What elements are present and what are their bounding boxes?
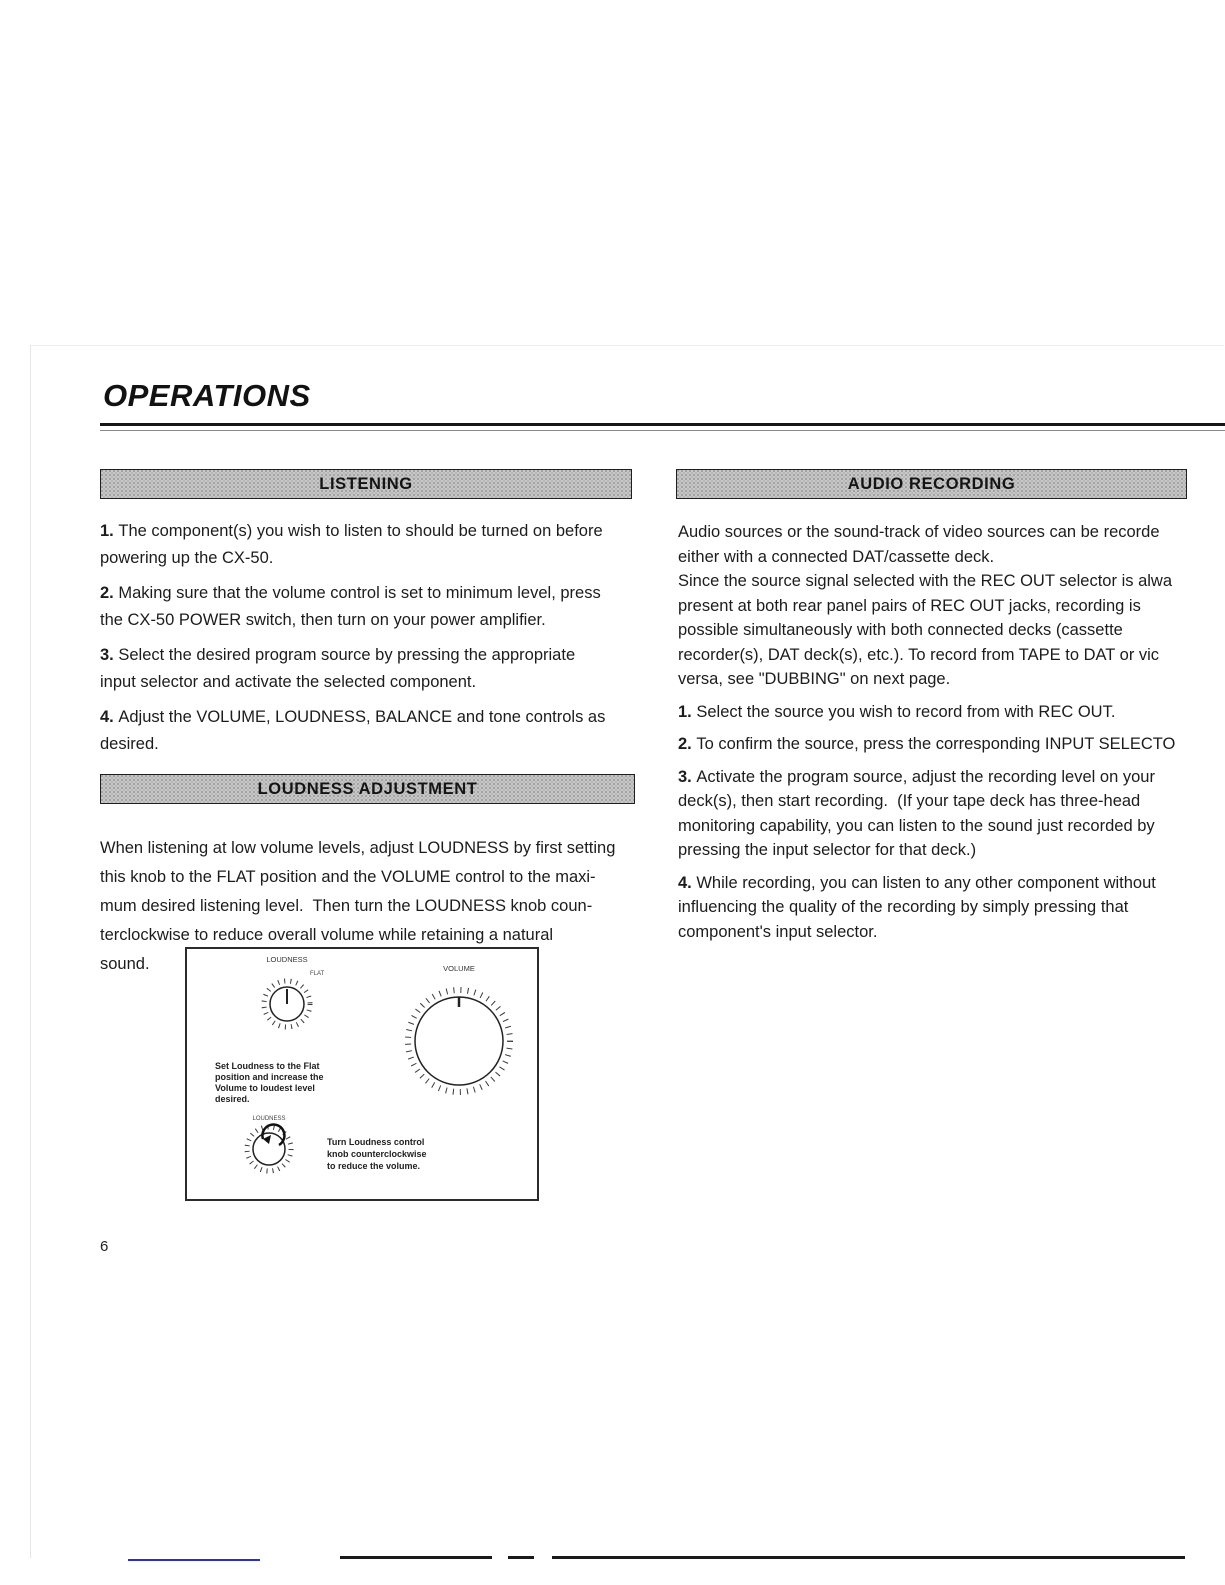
step-number: 4.: [678, 873, 697, 892]
caption-set-line: Volume to loudest level: [215, 1083, 315, 1093]
scan-artifact-dash: [508, 1556, 534, 1559]
title-rule: [100, 423, 1225, 426]
text-line: Since the source signal selected with the REC OUT selector is alwa: [678, 572, 1173, 590]
text-line: the CX-50 POWER switch, then turn on your power amplifier.: [100, 611, 546, 629]
caption-turn-line: Turn Loudness control: [327, 1137, 425, 1147]
knob-diagram: [187, 949, 533, 1195]
text-line: recorder(s), DAT deck(s), etc.). To record from TAPE to DAT or vic: [678, 645, 1160, 664]
scan-artifact-line: [340, 1556, 492, 1559]
numbered-step: [100, 580, 635, 634]
text-line: this knob to the FLAT position and the VOLUME control to the maxi-: [100, 868, 596, 886]
figure-loudness-top-label: LOUDNESS: [266, 955, 308, 964]
text-line: 3. Activate the program source, adjust the recording level on your: [678, 767, 1155, 786]
audio-recording-steps: [678, 700, 1225, 945]
text-line: pressing the input selector for that deck.): [678, 841, 977, 859]
numbered-step: [678, 871, 1225, 945]
figure-flat-label: FLAT: [310, 971, 325, 977]
figure-volume-label: VOLUME: [443, 964, 475, 973]
loudness-adjustment-figure: [185, 947, 539, 1201]
text-line: When listening at low volume levels, adjust LOUDNESS by first setting: [100, 839, 616, 857]
section-header-loudness-adjustment: LOUDNESS ADJUSTMENT: [100, 774, 635, 804]
figure-caption-turn: [327, 1137, 427, 1171]
numbered-step: [678, 732, 1225, 757]
scan-artifact-blue-line: [128, 1559, 260, 1561]
page-title: OPERATIONS: [103, 378, 311, 413]
text-line: 1. Select the source you wish to record from with REC OUT.: [678, 702, 1116, 721]
text-line: desired.: [100, 735, 159, 753]
caption-turn-line: knob counterclockwise: [327, 1149, 427, 1159]
text-line: possible simultaneously with both connected decks (cassette: [678, 621, 1123, 639]
text-line: present at both rear panel pairs of REC OUT jacks, recording is: [678, 596, 1141, 615]
text-line: input selector and activate the selected component.: [100, 673, 477, 691]
text-line: component's input selector.: [678, 922, 878, 941]
numbered-step: [678, 765, 1225, 863]
text-line: 2. Making sure that the volume control is set to minimum level, press: [100, 584, 601, 602]
scan-artifact-line: [552, 1556, 1185, 1559]
numbered-step: [678, 700, 1225, 725]
text-line: powering up the CX-50.: [100, 549, 274, 567]
text-line: Audio sources or the sound-track of video sources can be recorde: [678, 523, 1160, 541]
left-column: [100, 518, 635, 1201]
figure-caption-set: [215, 1061, 324, 1104]
caption-turn-line: to reduce the volume.: [327, 1161, 421, 1171]
page-number: 6: [100, 1238, 109, 1255]
text-line: 4. While recording, you can listen to any other component without: [678, 873, 1156, 892]
text-line: terclockwise to reduce overall volume while retaining a natural: [100, 926, 554, 944]
numbered-step: [100, 704, 635, 758]
listening-steps: [100, 518, 635, 758]
text-line: 4. Adjust the VOLUME, LOUDNESS, BALANCE and tone controls as: [100, 708, 606, 726]
step-number: 2.: [100, 584, 119, 602]
text-line: versa, see "DUBBING" on next page.: [678, 670, 951, 688]
step-number: 4.: [100, 708, 119, 726]
step-number: 1.: [100, 522, 119, 540]
numbered-step: [100, 642, 635, 696]
caption-set-line: Set Loudness to the Flat: [215, 1061, 320, 1071]
numbered-step: [100, 518, 635, 572]
title-rule-shadow: [100, 430, 1225, 431]
text-line: influencing the quality of the recording by simply pressing that: [678, 898, 1129, 916]
text-line: monitoring capability, you can listen to the sound just recorded by: [678, 816, 1155, 835]
step-number: 1.: [678, 702, 697, 721]
step-number: 3.: [678, 767, 697, 786]
text-line: mum desired listening level. Then turn the LOUDNESS knob coun-: [100, 897, 593, 915]
caption-set-line: position and increase the: [215, 1072, 324, 1082]
section-header-audio-recording: AUDIO RECORDING: [676, 469, 1187, 499]
section-header-listening: LISTENING: [100, 469, 632, 499]
right-column: [678, 520, 1225, 944]
text-line: deck(s), then start recording. (If your tape deck has three-head: [678, 792, 1141, 810]
step-number: 3.: [100, 646, 119, 664]
text-line: 1. The component(s) you wish to listen to should be turned on before: [100, 522, 603, 540]
volume-knob: [415, 997, 503, 1085]
step-number: 2.: [678, 735, 697, 753]
text-line: 3. Select the desired program source by pressing the appropriate: [100, 646, 576, 664]
text-line: either with a connected DAT/cassette deck.: [678, 547, 995, 566]
text-line: sound.: [100, 955, 150, 973]
caption-set-line: desired.: [215, 1094, 250, 1104]
text-line: 2. To confirm the source, press the corresponding INPUT SELECTO: [678, 735, 1176, 753]
audio-recording-intro: [678, 520, 1225, 692]
figure-loudness-bottom-label: LOUDNESS: [252, 1116, 286, 1122]
